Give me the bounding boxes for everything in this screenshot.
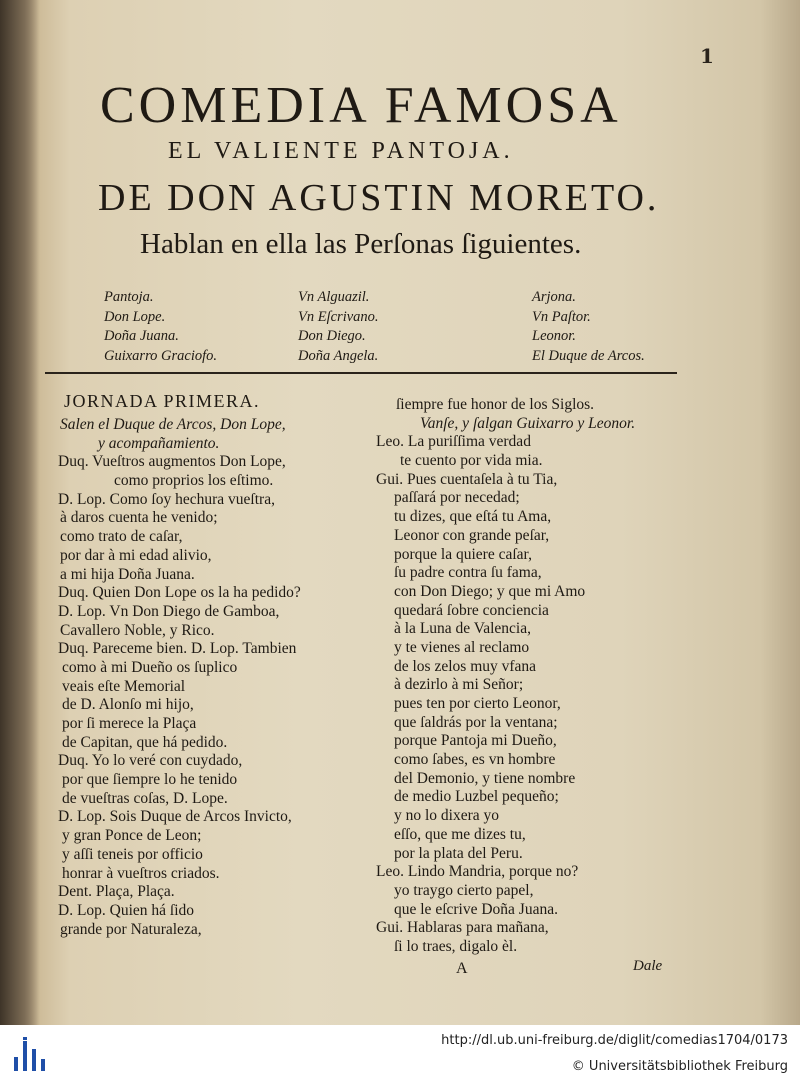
permalink-url[interactable]: http://dl.ub.uni-freiburg.de/diglit/comedias1704/0173: [441, 1033, 788, 1048]
verse-line: quedará ſobre conciencia: [394, 601, 549, 619]
verse-line: porque Pantoja mi Dueño,: [394, 732, 557, 750]
persona: Don Lope.: [104, 308, 166, 325]
verse-line: ſiempre fue honor de los Siglos.: [396, 396, 595, 413]
verse-line: de vueſtras coſas, D. Lope.: [62, 789, 228, 807]
verse-line: Dent. Plaça, Plaça.: [58, 883, 175, 901]
verse-line: de Capitan, que há pedido.: [62, 733, 228, 751]
verse-line: del Demonio, y tiene nombre: [394, 769, 576, 787]
verse-line: D. Lop. Sois Duque de Arcos Invicto,: [58, 808, 292, 826]
verse-line: por que ſiempre lo he tenido: [62, 771, 238, 789]
verse-line: Gui. Pues cuentaſela à tu Tia,: [376, 470, 558, 488]
personas-heading: Hablan en ella las Perſonas ſiguientes.: [140, 228, 582, 260]
verse-line: y aſſi teneis por officio: [62, 845, 203, 863]
verse-line: por dar à mi edad alivio,: [60, 546, 212, 564]
persona: El Duque de Arcos.: [532, 347, 645, 364]
verse-line: veais eſte Memorial: [62, 677, 186, 695]
verse-line: Leo. Lindo Mandria, porque no?: [376, 863, 579, 881]
verse-line: con Don Diego; y que mi Amo: [394, 582, 586, 600]
personas-column-1: [104, 288, 217, 366]
persona: Pantoja.: [104, 289, 154, 305]
right-text-column: [376, 396, 676, 957]
left-text-column: [58, 392, 358, 939]
stage-direction: y acompañamiento.: [98, 434, 220, 452]
persona: Don Diego.: [298, 328, 366, 344]
persona: Guixarro Graciofo.: [104, 347, 218, 364]
verse-line: honrar à vueſtros criados.: [62, 864, 220, 882]
verse-line: que le eſcrive Doña Juana.: [394, 900, 558, 918]
play-author: DE DON AGUSTIN MORETO.: [98, 177, 660, 219]
verse-line: Cavallero Noble, y Rico.: [60, 621, 215, 639]
verse-line: de D. Alonſo mi hijo,: [62, 696, 194, 714]
verse-line: Duq. Yo lo veré con cuydado,: [58, 752, 243, 770]
personas-column-3: [532, 288, 645, 366]
verse-line: à dezirlo à mi Señor;: [394, 676, 524, 694]
verse-line: D. Lop. Como ſoy hechura vueſtra,: [58, 490, 275, 508]
copyright-notice: © Universitätsbibliothek Freiburg: [571, 1059, 788, 1074]
act-heading: JORNADA PRIMERA.: [64, 391, 261, 411]
persona: Leonor.: [532, 328, 576, 344]
verse-line: por la plata del Peru.: [394, 844, 523, 862]
verse-line: y no lo dixera yo: [394, 807, 500, 825]
verse-line: Duq. Quien Don Lope os la ha pedido?: [58, 584, 301, 602]
play-title: COMEDIA FAMOSA: [100, 77, 622, 134]
verse-line: y te vienes al reclamo: [394, 638, 530, 656]
page-fold-shadow: [0, 0, 40, 1025]
verse-line: y gran Ponce de Leon;: [62, 827, 202, 845]
verse-line: à la Luna de Valencia,: [394, 620, 531, 638]
play-subtitle: EL VALIENTE PANTOJA.: [168, 138, 514, 164]
verse-line: ſu padre contra ſu fama,: [394, 564, 542, 582]
verse-line: Gui. Hablaras para mañana,: [376, 919, 549, 937]
verse-line: à daros cuenta he venido;: [60, 509, 218, 527]
persona: Arjona.: [532, 289, 576, 305]
verse-line: Leo. La puriſſima verdad: [376, 433, 531, 451]
verse-line: D. Lop. Vn Don Diego de Gamboa,: [58, 602, 280, 620]
verse-line: como proprios los eſtimo.: [114, 472, 274, 490]
verse-line: Leonor con grande peſar,: [394, 526, 550, 544]
horizontal-rule: [45, 372, 677, 374]
persona: Vn Alguazil.: [298, 289, 370, 305]
verse-line: Duq. Vueſtros augmentos Don Lope,: [58, 453, 286, 471]
verse-line: eſſo, que me dizes tu,: [394, 825, 526, 843]
persona: Vn Eſcrivano.: [298, 308, 379, 325]
verse-line: Duq. Pareceme bien. D. Lop. Tambien: [58, 640, 297, 658]
library-logo-icon: [14, 1037, 44, 1073]
personas-column-2: [298, 288, 379, 366]
persona: Doña Juana.: [104, 328, 179, 344]
verse-line: ſi lo traes, digalo èl.: [394, 937, 518, 955]
verse-line: a mi hija Doña Juana.: [60, 565, 195, 583]
verse-line: pues ten por cierto Leonor,: [394, 695, 561, 712]
verse-line: grande por Naturaleza,: [60, 920, 202, 938]
persona: Doña Angela.: [298, 347, 379, 364]
page-number: 1: [700, 44, 714, 68]
verse-line: que ſaldrás por la ventana;: [394, 713, 558, 731]
verse-line: tu dizes, que eſtá tu Ama,: [394, 508, 552, 526]
verse-line: por ſi merece la Plaça: [62, 715, 197, 732]
verse-line: D. Lop. Quien há ſido: [58, 901, 195, 919]
verse-line: de los zelos muy vfana: [394, 657, 537, 675]
stage-direction: Salen el Duque de Arcos, Don Lope,: [60, 416, 286, 433]
signature-mark: A: [456, 960, 468, 977]
verse-line: como trato de caſar,: [60, 528, 183, 546]
stage-direction: Vanſe, y ſalgan Guixarro y Leonor.: [420, 414, 636, 432]
verse-line: yo traygo cierto papel,: [394, 881, 534, 899]
verse-line: porque la quiere caſar,: [394, 545, 532, 563]
verse-line: como ſabes, es vn hombre: [394, 751, 556, 769]
verse-line: de medio Luzbel pequeño;: [394, 788, 559, 806]
verse-line: paſſará por necedad;: [394, 489, 520, 507]
persona: Vn Paſtor.: [532, 308, 591, 325]
viewer-footer: [0, 1025, 800, 1083]
verse-line: te cuento por vida mia.: [400, 452, 543, 470]
verse-line: como à mi Dueño os ſuplico: [62, 658, 238, 676]
catchword: Dale: [633, 958, 663, 974]
